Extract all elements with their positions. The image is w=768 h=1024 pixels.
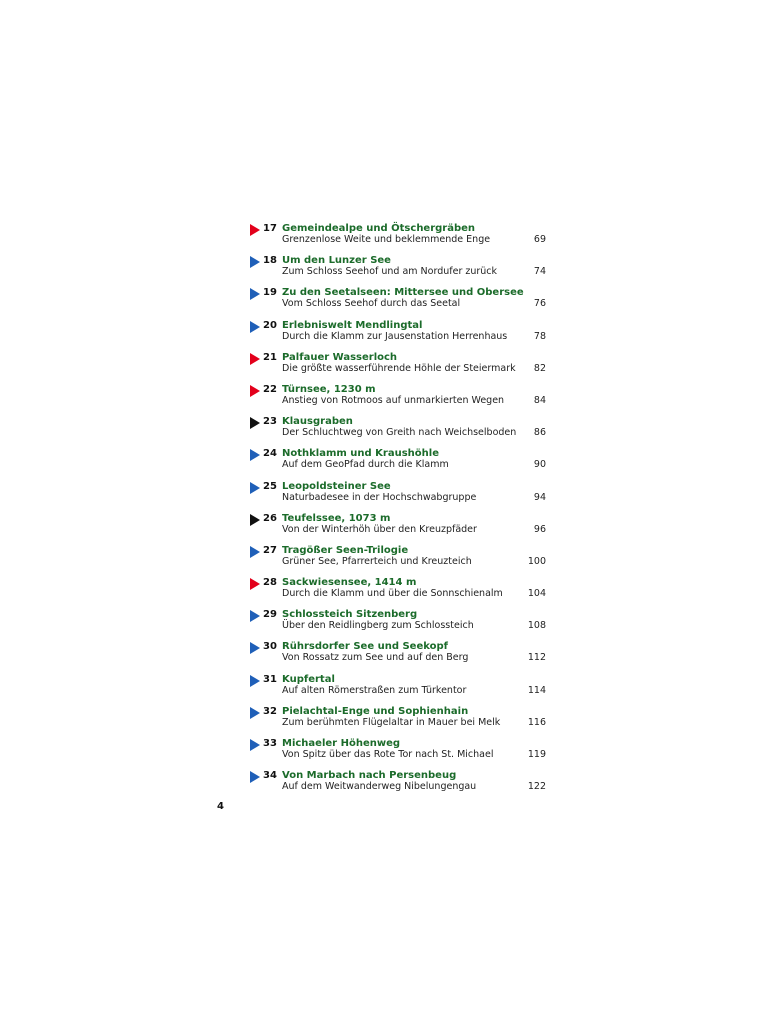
tour-page-number: 82 [533, 362, 546, 374]
tour-page-number: 86 [533, 427, 546, 439]
tour-page-number: 90 [533, 459, 546, 471]
difficulty-triangle-icon [250, 771, 260, 783]
toc-entry [248, 705, 548, 737]
toc-entry [248, 576, 548, 608]
tour-number: 27 [263, 544, 277, 556]
tour-number: 24 [263, 448, 277, 460]
tour-number: 28 [263, 577, 277, 589]
toc-entry [248, 512, 548, 544]
tour-subtitle: Durch die Klamm zur Jausenstation Herrenhaus [282, 330, 508, 342]
page-number: 4 [217, 801, 224, 812]
tour-title: Nothklamm und Kraushöhle [282, 448, 439, 460]
toc-entry [248, 737, 548, 769]
tour-title: Sackwiesensee, 1414 m [282, 577, 417, 589]
difficulty-triangle-icon [250, 385, 260, 397]
tour-page-number: 69 [533, 234, 546, 245]
tour-page-number: 122 [527, 781, 546, 793]
tour-subtitle: Der Schluchtweg von Greith nach Weichselboden [282, 427, 517, 439]
tour-number: 17 [263, 223, 277, 234]
toc-entry [248, 319, 548, 351]
difficulty-triangle-icon [250, 578, 260, 590]
toc-entry [248, 222, 548, 254]
toc-entry [248, 608, 548, 640]
tour-subtitle: Von Rossatz zum See und auf den Berg [282, 652, 469, 664]
tour-title: Klausgraben [282, 416, 353, 428]
difficulty-triangle-icon [250, 739, 260, 751]
tour-page-number: 116 [527, 716, 546, 728]
difficulty-triangle-icon [250, 353, 260, 365]
tour-subtitle: Auf dem Weitwanderweg Nibelungengau [282, 781, 477, 793]
difficulty-triangle-icon [250, 546, 260, 558]
tour-title: Rührsdorfer See und Seekopf [282, 641, 448, 653]
tour-subtitle: Naturbadesee in der Hochschwabgruppe [282, 491, 477, 503]
tour-number: 30 [263, 641, 277, 653]
difficulty-triangle-icon [250, 482, 260, 494]
table-of-contents [248, 222, 548, 801]
tour-number: 25 [263, 480, 277, 492]
tour-page-number: 119 [527, 749, 546, 760]
toc-entry [248, 286, 548, 318]
difficulty-triangle-icon [250, 642, 260, 654]
tour-page-number: 108 [527, 620, 546, 632]
toc-entry [248, 447, 548, 479]
toc-entry [248, 383, 548, 415]
tour-number: 33 [263, 738, 277, 749]
tour-title: Schlossteich Sitzenberg [282, 609, 418, 621]
tour-page-number: 104 [527, 588, 546, 600]
difficulty-triangle-icon [250, 417, 260, 429]
tour-subtitle: Von der Winterhöh über den Kreuzpfäder [282, 523, 477, 535]
difficulty-triangle-icon [250, 288, 260, 300]
toc-entry [248, 480, 548, 512]
tour-page-number: 76 [533, 298, 546, 310]
tour-subtitle: Zum berühmten Flügelaltar in Mauer bei Melk [282, 716, 501, 728]
tour-page-number: 112 [527, 652, 546, 664]
difficulty-triangle-icon [250, 610, 260, 622]
tour-subtitle: Zum Schloss Seehof und am Nordufer zurück [282, 266, 498, 278]
tour-title: Gemeindealpe und Ötschergräben [282, 223, 476, 234]
tour-number: 23 [263, 416, 277, 428]
toc-entry [248, 351, 548, 383]
tour-title: Leopoldsteiner See [282, 480, 391, 492]
difficulty-triangle-icon [250, 449, 260, 461]
toc-entry [248, 544, 548, 576]
difficulty-triangle-icon [250, 256, 260, 268]
tour-subtitle: Durch die Klamm und über die Sonnschienalm [282, 588, 503, 600]
tour-title: Um den Lunzer See [282, 255, 391, 267]
tour-number: 31 [263, 673, 277, 685]
tour-number: 18 [263, 255, 277, 267]
tour-subtitle: Auf dem GeoPfad durch die Klamm [282, 459, 449, 471]
tour-number: 19 [263, 287, 277, 299]
tour-title: Pielachtal-Enge und Sophienhain [282, 705, 469, 717]
tour-number: 29 [263, 609, 277, 621]
difficulty-triangle-icon [250, 321, 260, 333]
tour-page-number: 96 [533, 523, 546, 535]
tour-title: Türnsee, 1230 m [282, 383, 376, 395]
toc-entry [248, 415, 548, 447]
tour-number: 20 [263, 319, 277, 331]
tour-number: 32 [263, 705, 277, 717]
tour-number: 22 [263, 383, 277, 395]
tour-title: Tragößer Seen-Trilogie [282, 544, 409, 556]
difficulty-triangle-icon [250, 707, 260, 719]
tour-title: Michaeler Höhenweg [282, 738, 401, 749]
toc-entry [248, 640, 548, 672]
tour-page-number: 84 [533, 394, 546, 406]
tour-title: Teufelssee, 1073 m [282, 512, 391, 524]
tour-number: 26 [263, 512, 277, 524]
tour-title: Von Marbach nach Persenbeug [282, 770, 457, 782]
tour-number: 21 [263, 351, 277, 363]
tour-subtitle: Vom Schloss Seehof durch das Seetal [282, 298, 461, 310]
tour-title: Erlebniswelt Mendlingtal [282, 319, 423, 331]
difficulty-triangle-icon [250, 514, 260, 526]
tour-subtitle: Anstieg von Rotmoos auf unmarkierten Wegen [282, 394, 505, 406]
tour-page-number: 100 [527, 555, 546, 567]
toc-entry [248, 254, 548, 286]
difficulty-triangle-icon [250, 224, 260, 236]
toc-entry [248, 673, 548, 705]
tour-page-number: 114 [527, 684, 546, 696]
tour-subtitle: Auf alten Römerstraßen zum Türkentor [282, 684, 467, 696]
tour-page-number: 74 [533, 266, 546, 278]
tour-subtitle: Von Spitz über das Rote Tor nach St. Michael [282, 749, 494, 760]
tour-subtitle: Die größte wasserführende Höhle der Steiermark [282, 362, 516, 374]
tour-subtitle: Grenzenlose Weite und beklemmende Enge [282, 234, 491, 245]
toc-entry [248, 769, 548, 801]
tour-subtitle: Grüner See, Pfarrerteich und Kreuzteich [282, 555, 472, 567]
tour-number: 34 [263, 770, 277, 782]
tour-subtitle: Über den Reidlingberg zum Schlossteich [282, 620, 474, 632]
tour-title: Palfauer Wasserloch [282, 351, 398, 363]
tour-title: Kupfertal [282, 673, 335, 685]
tour-page-number: 94 [533, 491, 546, 503]
tour-title: Zu den Seetalseen: Mittersee und Obersee [282, 287, 524, 299]
tour-page-number: 78 [533, 330, 546, 342]
difficulty-triangle-icon [250, 675, 260, 687]
